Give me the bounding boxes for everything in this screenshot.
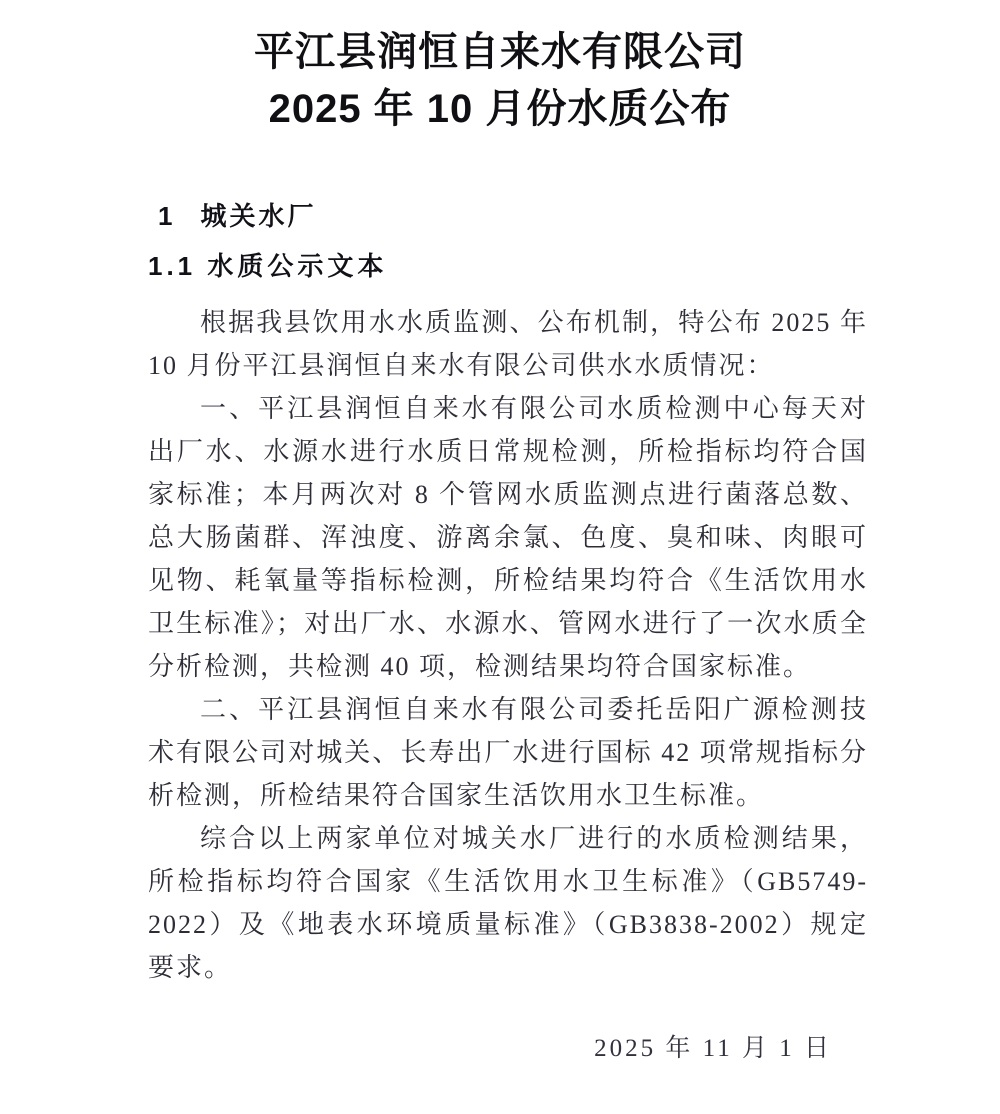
document-title: 平江县润恒自来水有限公司 <box>254 30 746 74</box>
document-title-block <box>0 0 1000 138</box>
body-paragraph: 二、平江县润恒自来水有限公司委托岳阳广源检测技术有限公司对城关、长寿出厂水进行国标 42 项常规指标分析检测，所检结果符合国家生活饮用水卫生标准。 <box>148 695 868 810</box>
section-title: 城关水厂 <box>200 201 317 231</box>
section-number: 1 <box>158 201 173 231</box>
document-subtitle: 2025 年 10 月份水质公布 <box>268 87 732 131</box>
body-paragraph: 一、平江县润恒自来水有限公司水质检测中心每天对出厂水、水源水进行水质日常规检测，所检指标均符合国家标准；本月两次对 8 个管网水质监测点进行菌落总数、总大肠菌群、浑浊度、游离余氯、色度、臭和味、肉眼可见物、耗氧量等指标检测，所检结果均符合《生活饮用水卫生标准》；对出厂水、水源水、管网水进行了一次水质全分析检测，共检测 40 项，检测结果均符合国家标准。 <box>148 394 868 681</box>
subsection-heading: 1.1 水质公示文本 <box>148 251 388 281</box>
publish-date: 2025 年 11 月 1 日 <box>594 1035 832 1062</box>
section-heading <box>148 196 868 233</box>
body-paragraphs <box>148 301 868 989</box>
document-body <box>148 196 868 989</box>
body-paragraph: 根据我县饮用水水质监测、公布机制，特公布 2025 年 10 月份平江县润恒自来水有限公司供水水质情况： <box>148 308 868 380</box>
body-paragraph: 综合以上两家单位对城关水厂进行的水质检测结果，所检指标均符合国家《生活饮用水卫生标准》（GB5749-2022）及《地表水环境质量标准》（GB3838-2002）规定要求。 <box>148 824 868 982</box>
